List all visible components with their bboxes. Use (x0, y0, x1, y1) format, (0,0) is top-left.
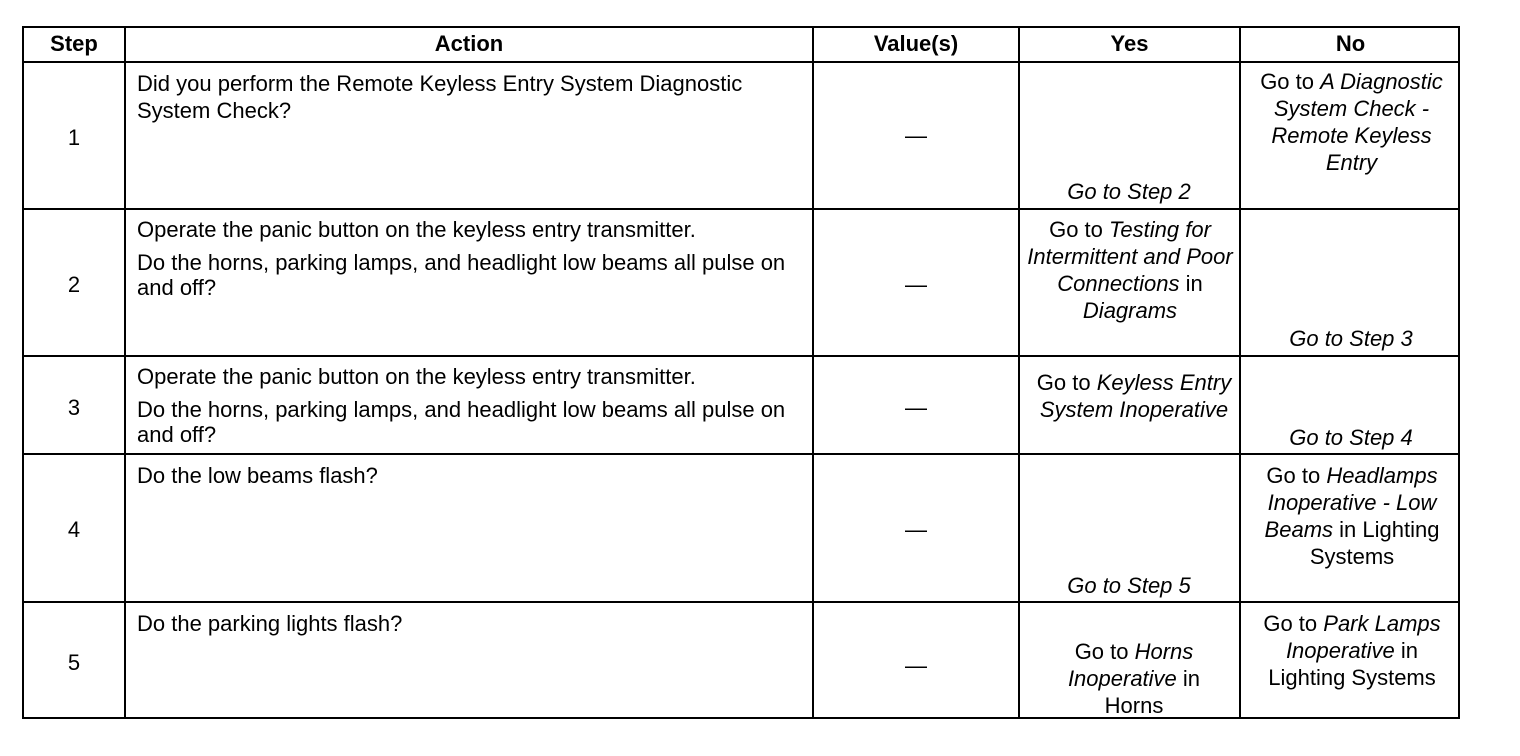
step-number: 4 (67, 517, 81, 542)
yes-italic: Keyless Entry System Inoperative (1039, 370, 1232, 422)
no-cell (1246, 462, 1458, 570)
value-cell: — (905, 123, 927, 148)
yes-cell (1022, 216, 1238, 324)
header-no: No (1335, 31, 1366, 56)
action-line: Do the horns, parking lamps, and headlight low beams all pulse on and off? (137, 250, 786, 300)
no-prefix: Go to (1263, 611, 1324, 636)
action-text (137, 462, 807, 489)
yes-italic: Testing for Intermittent and Poor Connections (1027, 217, 1233, 296)
action-line: Operate the panic button on the keyless entry transmitter. (137, 217, 696, 242)
action-line: Do the parking lights flash? (137, 611, 403, 636)
step-number: 5 (67, 650, 81, 675)
action-text (137, 610, 807, 637)
yes-italic: Go to Step 2 (1067, 179, 1191, 204)
action-line: Do the horns, parking lamps, and headlight low beams all pulse on and off? (137, 397, 786, 447)
header-yes: Yes (1110, 31, 1149, 56)
no-italic: Park Lamps Inoperative (1285, 611, 1441, 663)
header-step: Step (50, 31, 98, 56)
col-divider (1239, 28, 1241, 717)
action-line: Do the low beams flash? (137, 463, 378, 488)
no-suffix: in Lighting Systems (1268, 638, 1436, 690)
action-line: Did you perform the Remote Keyless Entry System Diagnostic System Check? (137, 71, 743, 123)
no-italic: Go to Step 3 (1289, 326, 1413, 351)
col-divider (1018, 28, 1020, 717)
yes-mid: in (1179, 271, 1203, 296)
action-line: Operate the panic button on the keyless entry transmitter. (137, 364, 696, 389)
yes-italic: Go to Step 5 (1067, 573, 1191, 598)
yes-cell (1054, 638, 1214, 719)
row-divider (24, 61, 1458, 63)
value-cell: — (905, 272, 927, 297)
no-italic: Headlamps Inoperative - Low Beams (1264, 463, 1438, 542)
yes-italic-2: Diagrams (1082, 298, 1178, 323)
no-cell (1244, 325, 1458, 352)
no-italic: Go to Step 4 (1289, 425, 1413, 450)
step-number: 3 (67, 395, 81, 420)
action-text (137, 70, 807, 124)
no-cell (1249, 68, 1454, 176)
yes-prefix: Go to (1074, 639, 1135, 664)
row-divider (24, 601, 1458, 603)
value-cell: — (905, 517, 927, 542)
yes-prefix: Go to (1036, 370, 1097, 395)
diagnostic-table (22, 26, 1460, 719)
yes-cell (1024, 572, 1234, 599)
yes-suffix: in Horns (1104, 666, 1201, 718)
value-cell: — (905, 395, 927, 420)
no-italic: A Diagnostic System Check - Remote Keyless Entry (1271, 69, 1443, 175)
header-action: Action (434, 31, 504, 56)
no-suffix: in Lighting Systems (1309, 517, 1440, 569)
row-divider (24, 453, 1458, 455)
step-number: 1 (67, 125, 81, 150)
action-text (137, 364, 807, 447)
no-prefix: Go to (1260, 69, 1321, 94)
action-text (137, 217, 807, 300)
step-number: 2 (67, 272, 81, 297)
value-cell: — (905, 653, 927, 678)
no-cell (1244, 424, 1458, 451)
yes-cell (1024, 178, 1234, 205)
yes-italic: Horns Inoperative (1067, 639, 1194, 691)
row-divider (24, 208, 1458, 210)
no-cell (1246, 610, 1458, 691)
header-values: Value(s) (873, 31, 959, 56)
col-divider (124, 28, 126, 717)
yes-prefix: Go to (1049, 217, 1109, 242)
row-divider (24, 355, 1458, 357)
no-prefix: Go to (1266, 463, 1327, 488)
yes-cell (1034, 369, 1234, 423)
